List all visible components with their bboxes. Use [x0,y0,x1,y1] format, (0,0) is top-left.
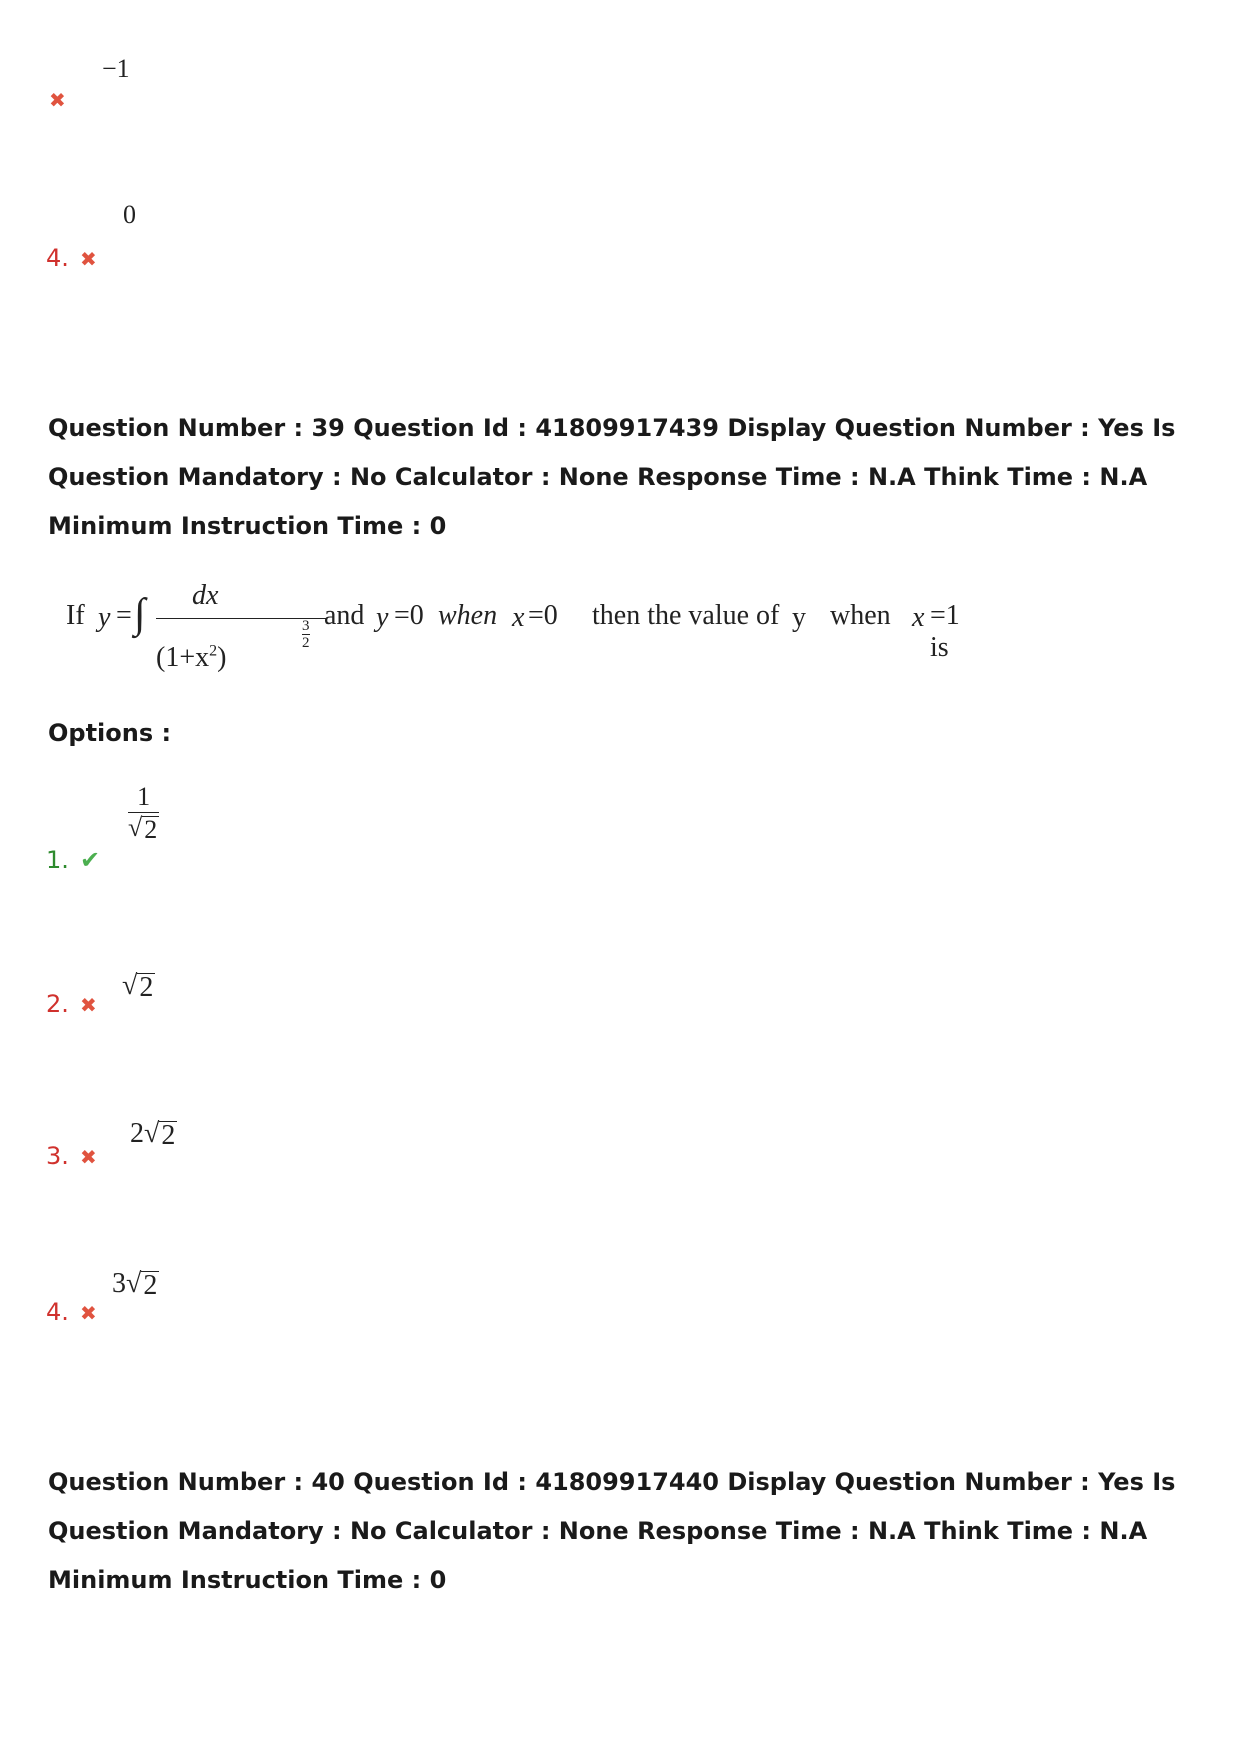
option-4-value: 3 √ 2 [112,1268,158,1301]
prev-option-4 [46,244,97,272]
check-icon: ✔ [80,846,101,874]
fraction-denominator: $(1+x^2)$ [156,642,227,673]
wrong-icon: ✖ [80,247,97,271]
stem-cond1-eq: =0 [394,600,424,631]
stem-y: y [98,602,111,633]
prev-option-4-value: 0 [123,200,136,229]
stem-and: and [324,600,365,631]
wrong-icon: ✖ [80,1145,97,1169]
option-3[interactable] [46,1142,97,1170]
option-3-value: 2 √ 2 [130,1118,176,1151]
question-40-meta: Question Number : 40 Question Id : 41809917440 Display Question Number : Yes Is Question Mandatory : No Calculator : None Response Time : N.A Think Time : N.A Minimum Instruction Time : 0 [48,1468,1176,1594]
wrong-icon: ✖ [49,88,66,112]
stem-cond2-eq: =0 [528,600,558,631]
option-2-value: √ 2 [122,970,154,1003]
option-number: 1. [46,846,69,874]
option-1-value: 1 √ 2 [128,782,158,844]
stem-tail: then the value of [592,600,780,631]
stem-y2: y [792,602,806,633]
question-39-meta: Question Number : 39 Question Id : 41809917439 Display Question Number : Yes Is Question Mandatory : No Calculator : None Response Time : N.A Think Time : N.A Minimum Instruction Time : 0 [48,414,1176,540]
prev-option-3-value: −1 [102,54,130,83]
option-number: 4. [46,1298,69,1326]
option-number: 2. [46,990,69,1018]
stem-when: when [438,600,498,631]
options-label: Options : [48,719,172,747]
fraction-numerator: dx [192,580,219,611]
option-2[interactable] [46,990,97,1018]
integral-symbol: ∫ [134,591,146,637]
fraction-exponent: 3 2 [302,618,310,651]
question-39-stem [66,570,966,680]
option-1[interactable] [46,846,100,874]
wrong-icon: ✖ [80,993,97,1017]
stem-cond1: y [376,602,389,633]
stem-cond2: x [512,602,525,633]
option-number: 3. [46,1142,69,1170]
option-number: 4. [46,244,69,272]
stem-when2: when [830,600,891,631]
stem-x2: x [912,602,925,633]
stem-x2-eq: =1 is [930,600,960,663]
stem-eq: = [116,600,132,631]
option-4[interactable] [46,1298,97,1326]
fraction-bar [156,618,326,619]
wrong-icon: ✖ [80,1301,97,1325]
stem-if: If [66,600,85,631]
